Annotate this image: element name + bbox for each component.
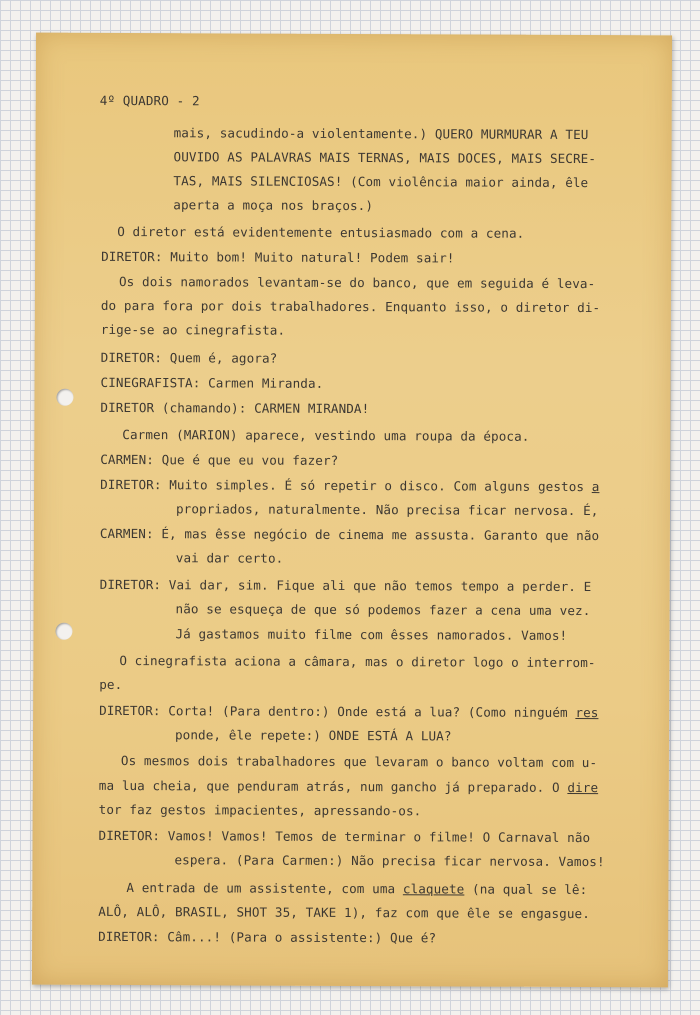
dialogue-line: CARMEN: Que é que eu vou fazer? [100,451,339,468]
dialogue-line: vai dar certo. [175,550,284,566]
stage-direction: Carmen (MARION) aparece, vestindo uma roupa da época. [122,426,530,444]
dialogue-line: CARMEN: É, mas êsse negócio de cinema me assusta. Garanto que não [99,525,600,544]
dialogue-line: espera. (Para Carmen:) Não precisa ficar nervosa. Vamos! [174,852,605,870]
dialogue-line: Já gastamos muito filme com êsses namorados. Vamos! [175,626,568,643]
dialogue-line: CINEGRAFISTA: Carmen Miranda. [100,374,324,391]
dialogue-line: DIRETOR: Vai dar, sim. Fique ali que não temos tempo a perder. E [99,576,592,595]
text-line: TAS, MAIS SILENCIOSAS! (Com violência maior ainda, êle [173,173,589,191]
stage-direction: Os dois namorados levantam-se do banco, que em seguida é leva- [118,273,596,292]
dialogue-line: DIRETOR: Corta! (Para dentro:) Onde está a lua? (Como ninguém res [99,702,599,721]
dialogue-line: propriados, naturalmente. Não precisa ficar nervosa. É, [175,501,599,519]
text-line: OUVIDO AS PALAVRAS MAIS TERNAS, MAIS DOCES, MAIS SECRE- [173,149,597,167]
punch-hole [55,623,72,640]
dialogue-line: não se esqueça de que só podemos fazer a cena uma vez. [175,601,591,619]
stage-direction: O cinegrafista aciona a câmara, mas o diretor logo o interrom- [119,652,596,671]
dialogue-line: ponde, êle repete:) ONDE ESTÁ A LUA? [174,727,452,744]
stage-direction: pe. [99,676,123,692]
dialogue-line: DIRETOR: Quem é, agora? [100,349,278,366]
stage-direction: do para fora por dois trabalhadores. Enquanto isso, o diretor di- [100,297,601,316]
stage-direction: ma lua cheia, que penduram atrás, num gancho já preparado. O dire [98,777,599,796]
typewritten-page [32,33,672,988]
dialogue-line: DIRETOR: Câm...! (Para o assistente:) Que é? [98,928,437,946]
stage-direction: A entrada de um assistente, com uma claquete (na qual se lê: [126,880,588,898]
text-line: aperta a moça nos braços.) [173,197,374,214]
dialogue-line: DIRETOR: Muito simples. É só repetir o disco. Com alguns gestos a [100,476,600,495]
punch-hole [56,389,73,406]
stage-direction: ALÔ, ALÔ, BRASIL, SHOT 35, TAKE 1), faz com que êle se engasgue. [98,903,590,922]
page-header: 4º QUADRO - 2 [99,92,200,109]
stage-direction: tor faz gestos impacientes, apressando-os. [98,801,422,819]
text-line: mais, sacudindo-a violentamente.) QUERO MURMURAR A TEU [173,125,589,143]
stage-direction: Os mesmos dois trabalhadores que levaram o banco voltam com u- [120,752,598,771]
stage-direction: rige-se ao cinegrafista. [100,321,286,338]
dialogue-line: DIRETOR (chamando): CARMEN MIRANDA! [100,399,370,417]
stage-direction: O diretor está evidentemente entusiasmado com a cena. [117,223,525,241]
dialogue-line: DIRETOR: Vamos! Vamos! Temos de terminar o filme! O Carnaval não [98,827,591,846]
dialogue-line: DIRETOR: Muito bom! Muito natural! Podem sair! [101,248,455,266]
